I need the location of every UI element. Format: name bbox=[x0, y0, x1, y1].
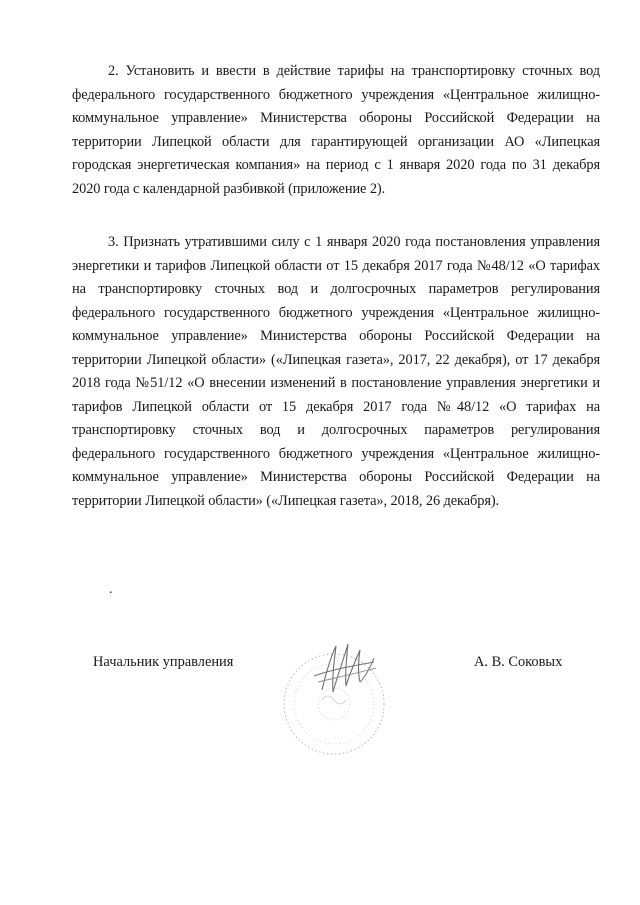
signature-stamp-icon bbox=[262, 632, 412, 762]
stray-dot: . bbox=[109, 582, 113, 597]
signatory-title: Начальник управления bbox=[93, 654, 234, 670]
paragraph-3: 3. Признать утратившими силу с 1 января 2020 года постановления управления энергетики и тарифов Липецкой области от 15 декабря 2017 года №48/12 «О тарифах на транспортировку сточных вод и долгосрочных параметров регулирования федерального государственного бюджетного учреждения «Центральное жилищно-коммунальное управление» Министерства обороны Российской Федерации на территории Липецкой области» («Липецкая газета», 2017, 22 декабря), от 17 декабря 2018 года №51/12 «О внесении изменений в постановление управления энергетики и тарифов Липецкой области от 15 декабря 2017 года №48/12 «О тарифах на транспортировку сточных вод и долгосрочных параметров регулирования федерального государственного бюджетного учреждения «Центральное жилищно-коммунальное управление» Министерства обороны Российской Федерации на территории Липецкой области» («Липецкая газета», 2018, 26 декабря). bbox=[72, 234, 600, 509]
paragraph-2: 2. Установить и ввести в действие тарифы на транспортировку сточных вод федерального государственного бюджетного учреждения «Центральное жилищно-коммунальное управление» Министерства обороны Российской Федерации на территории Липецкой области для гарантирующей организации АО «Липецкая городская энергетическая компания» на период с 1 января 2020 года по 31 декабря 2020 года с календарной разбивкой (приложение 2). bbox=[72, 63, 600, 197]
signatory-name: А. В. Соковых bbox=[474, 654, 563, 670]
